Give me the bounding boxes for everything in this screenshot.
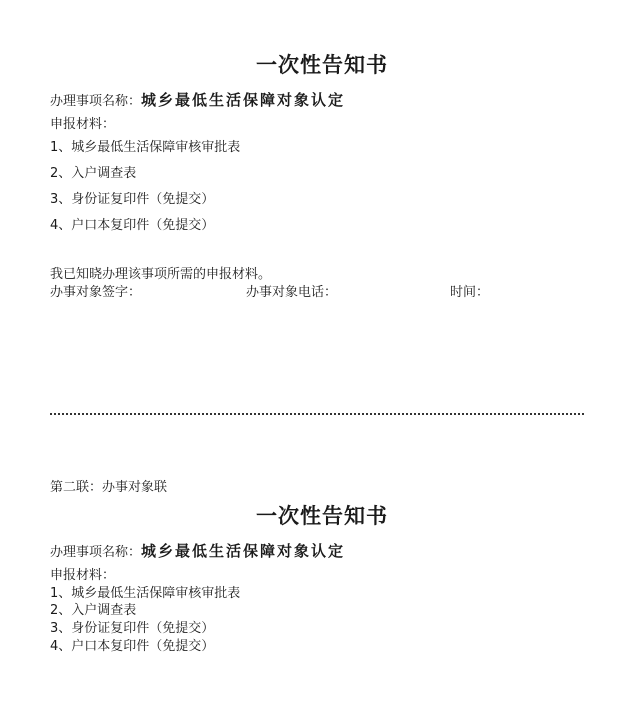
item-name-value: 城乡最低生活保障对象认定 xyxy=(141,91,346,109)
material-item: 3、身份证复印件（免提交） xyxy=(50,621,215,636)
item-name-label: 办理事项名称： xyxy=(50,545,142,560)
material-item: 4、户口本复印件（免提交） xyxy=(50,218,215,233)
signature-label: 办事对象签字： xyxy=(50,285,142,300)
material-item: 2、入户调查表 xyxy=(50,166,137,181)
cut-line-divider xyxy=(50,413,584,415)
document-title: 一次性告知书 xyxy=(256,52,388,77)
material-item: 1、城乡最低生活保障审核审批表 xyxy=(50,140,241,155)
phone-label: 办事对象电话： xyxy=(246,285,338,300)
material-item: 4、户口本复印件（免提交） xyxy=(50,639,215,654)
document-title: 一次性告知书 xyxy=(256,503,388,528)
item-name-row xyxy=(50,89,345,110)
materials-label: 申报材料： xyxy=(50,117,116,132)
item-name-row xyxy=(50,540,345,561)
acknowledgement-text: 我已知晓办理该事项所需的申报材料。 xyxy=(50,267,272,282)
item-name-label: 办理事项名称： xyxy=(50,94,142,109)
item-name-value: 城乡最低生活保障对象认定 xyxy=(141,542,346,560)
materials-label: 申报材料： xyxy=(50,568,116,583)
material-item: 2、入户调查表 xyxy=(50,603,137,618)
material-item: 3、身份证复印件（免提交） xyxy=(50,192,215,207)
copy-label: 第二联：办事对象联 xyxy=(50,480,168,495)
time-label: 时间： xyxy=(450,285,490,300)
material-item: 1、城乡最低生活保障审核审批表 xyxy=(50,586,241,601)
